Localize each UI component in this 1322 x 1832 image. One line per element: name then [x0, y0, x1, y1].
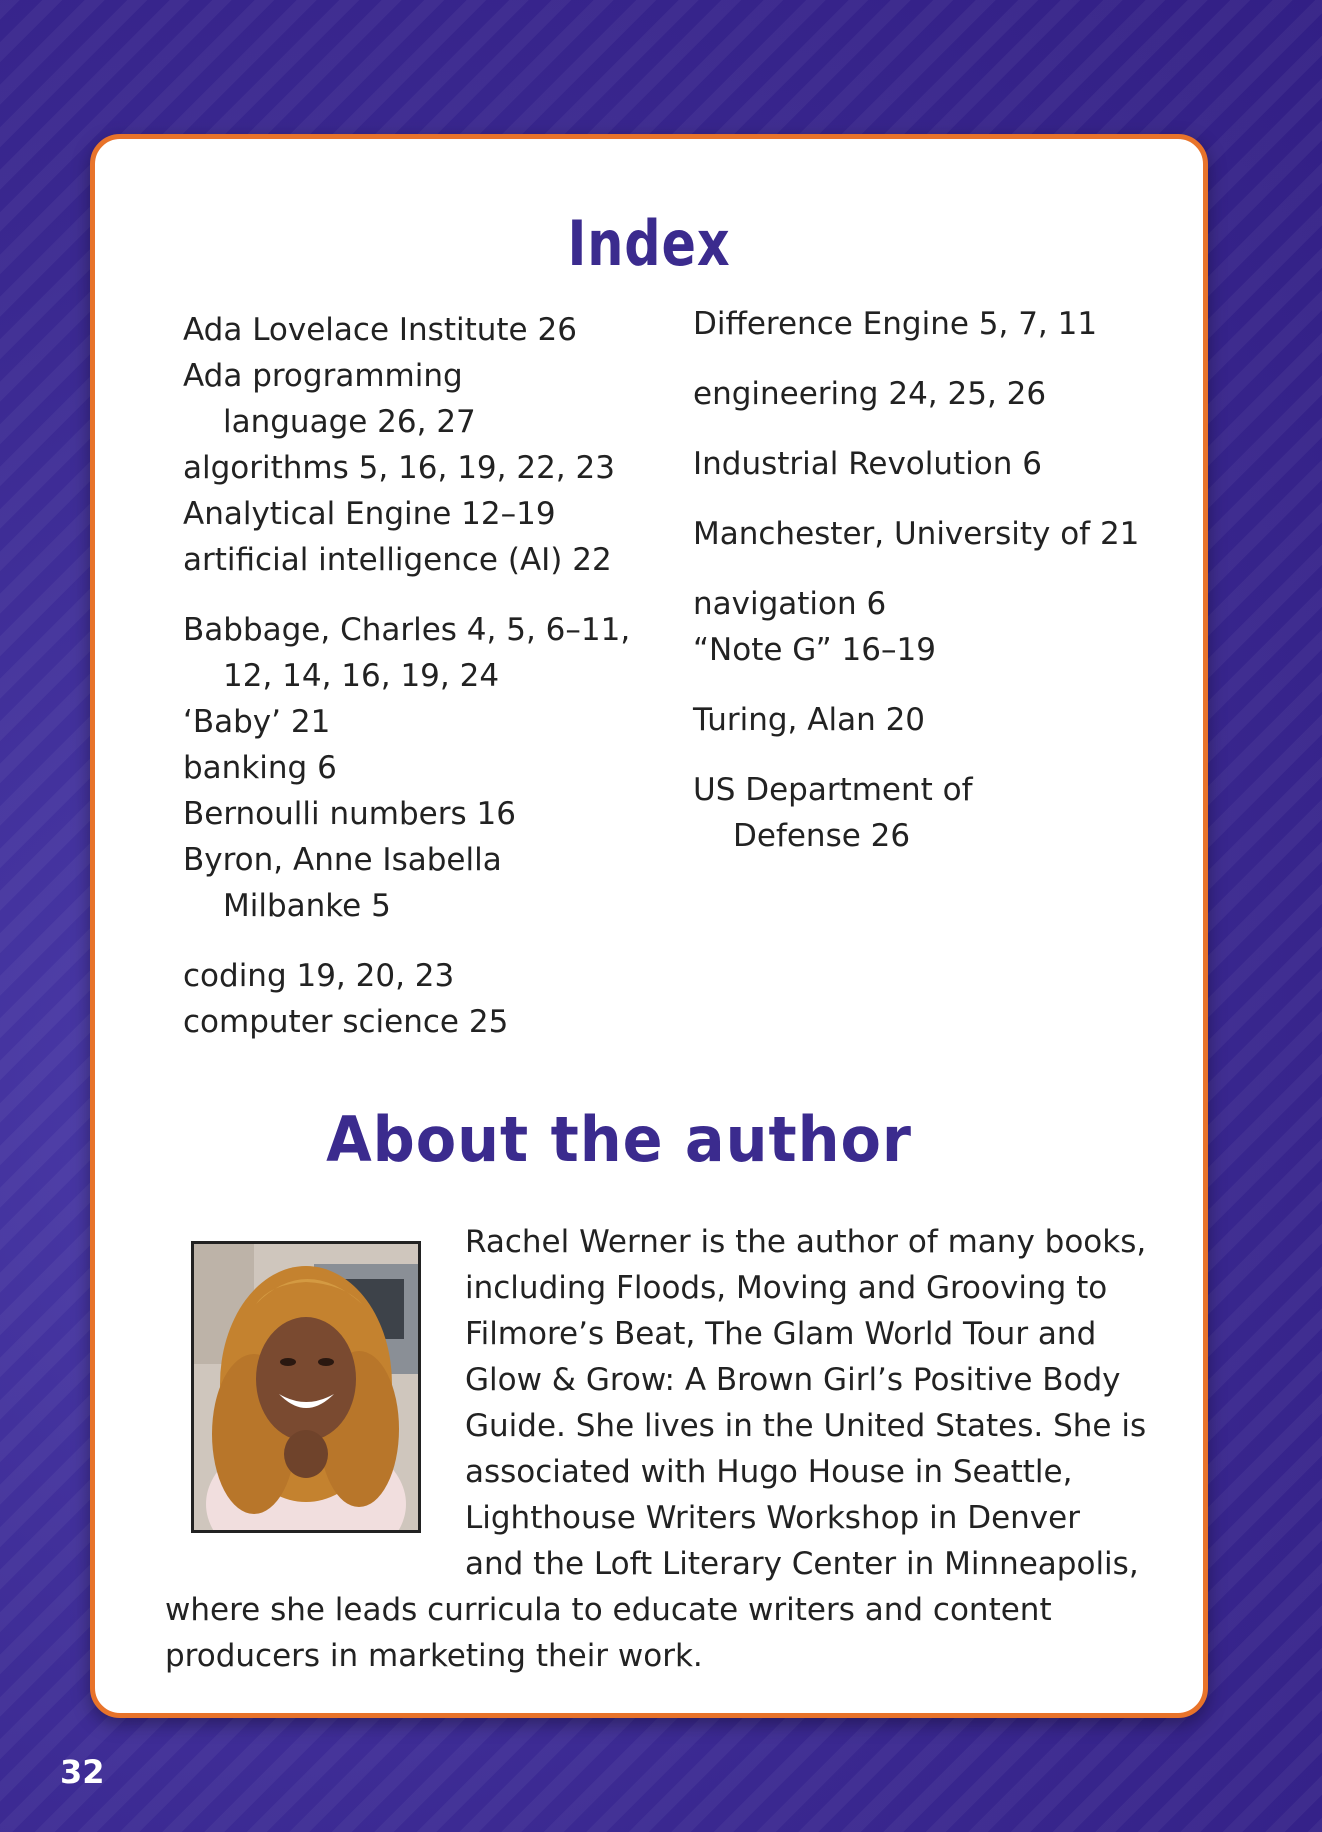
index-column-right [693, 301, 1193, 859]
index-entry: Babbage, Charles 4, 5, 6–11, 12, 14, 16, 19, 24 [183, 612, 631, 694]
index-entry: Ada Lovelace Institute 26 [183, 312, 577, 348]
page-card [90, 134, 1208, 1718]
index-column-left [183, 307, 663, 1045]
index-entry: artificial intelligence (AI) 22 [183, 542, 612, 578]
index-entry: “Note G” 16–19 [693, 632, 936, 668]
bio-line: producers in marketing their work. [165, 1638, 703, 1674]
index-entry: coding 19, 20, 23 [183, 958, 455, 994]
bio-line: including Floods, Moving and Grooving to [465, 1270, 1108, 1306]
bio-line: Filmore’s Beat, The Glam World Tour and [465, 1316, 1097, 1352]
index-entry: Industrial Revolution 6 [693, 446, 1042, 482]
index-entry: ‘Baby’ 21 [183, 704, 331, 740]
index-entry: engineering 24, 25, 26 [693, 376, 1047, 412]
index-entry: Manchester, University of 21 [693, 516, 1140, 552]
index-entry: Ada programming language 26, 27 [183, 358, 476, 440]
index-entry: Byron, Anne Isabella Milbanke 5 [183, 842, 502, 924]
author-photo [191, 1241, 421, 1533]
bio-line: where she leads curricula to educate writers and content [165, 1592, 1052, 1628]
page-number: 32 [60, 1753, 105, 1791]
bio-line: Glow & Grow: A Brown Girl’s Positive Body [465, 1362, 1121, 1398]
bio-line: Lighthouse Writers Workshop in Denver [465, 1500, 1080, 1536]
index-entry: algorithms 5, 16, 19, 22, 23 [183, 450, 615, 486]
index-entry: computer science 25 [183, 1004, 509, 1040]
index-entry: Analytical Engine 12–19 [183, 496, 556, 532]
bio-line: Guide. She lives in the United States. She is [465, 1408, 1147, 1444]
about-author-heading: About the author [326, 1103, 912, 1176]
index-entry: banking 6 [183, 750, 337, 786]
index-entry: navigation 6 [693, 586, 887, 622]
index-heading: Index [567, 207, 731, 280]
index-entry: US Department of Defense 26 [693, 772, 973, 854]
author-portrait-image [194, 1244, 418, 1530]
index-entry: Bernoulli numbers 16 [183, 796, 516, 832]
index-entry: Turing, Alan 20 [693, 702, 926, 738]
bio-line: and the Loft Literary Center in Minneapolis, [465, 1546, 1139, 1582]
index-entry: Difference Engine 5, 7, 11 [693, 306, 1098, 342]
bio-line: associated with Hugo House in Seattle, [465, 1454, 1073, 1490]
bio-line: Rachel Werner is the author of many books, [465, 1224, 1147, 1260]
